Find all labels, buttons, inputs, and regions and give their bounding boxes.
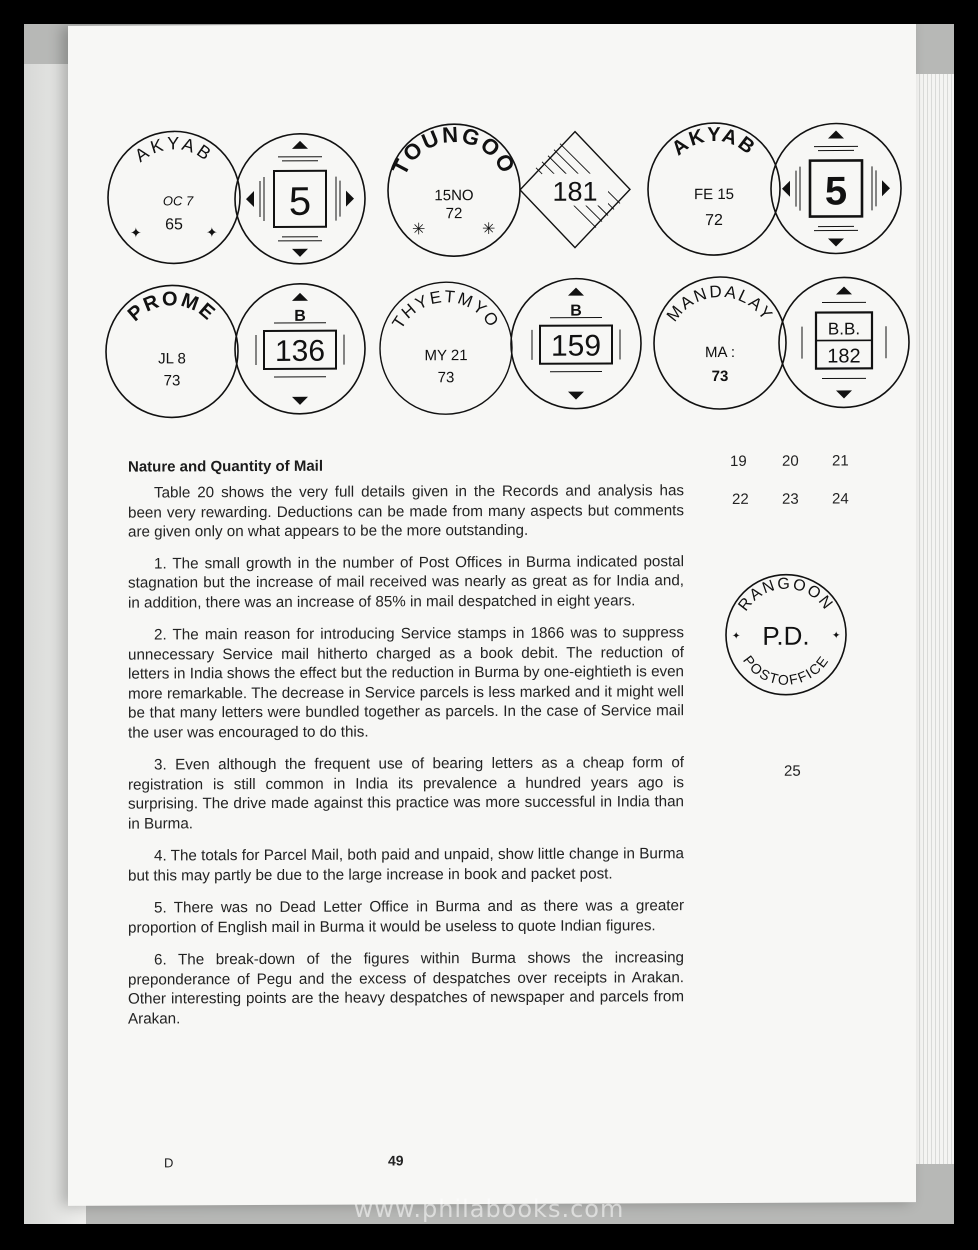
paragraph-intro: Table 20 shows the very full details given in the Records and analysis has been very rewarding. Deductions can be made from many aspects but comments are given only on what appears to be the more outstanding. — [128, 482, 684, 541]
stamp-date: MA : — [704, 343, 736, 362]
paragraph-2: 2. The main reason for introducing Service stamps in 1866 was to suppress unnecessary Service mail hitherto charged as a book debit. The reduction of letters in India shows the effect but the reduction in Burma by one-eightieth is even more remarkable. The decrease in Service parcels is less marked and it might well be that many letters were bundled together as parcels. In the case of Service mail the user was encouraged to do this. — [128, 624, 684, 742]
stamp-town: MANDALAY — [662, 281, 778, 326]
duplex-letter: B.B. — [827, 319, 861, 339]
stamp-thyetmyo-1873 — [376, 278, 516, 419]
paragraph-1: 1. The small growth in the number of Post Offices in Burma indicated postal stagnation but the increase of mail received was nearly as great as for India and, in addition, there was an increase of 85% in mail despatched in eight years. — [128, 552, 684, 612]
figure-number-25: 25 — [784, 762, 801, 780]
stamp-town: TOUNGOO — [386, 121, 522, 179]
book-photo — [24, 24, 954, 1224]
section-heading: Nature and Quantity of Mail — [128, 457, 324, 476]
stamp-akyab-1872 — [644, 119, 784, 260]
figure-number-19: 19 — [730, 452, 747, 470]
stamp-akyab-1865 — [104, 127, 244, 268]
duplex-number: 5 — [824, 169, 848, 214]
stamp-mandalay-1873 — [650, 273, 790, 414]
figure-number-22: 22 — [732, 490, 749, 508]
stamp-rangoon-pd — [722, 570, 850, 699]
stamp-duplex-5-b — [770, 118, 902, 259]
duplex-number: 182 — [827, 345, 861, 368]
paragraph-5: 5. There was no Dead Letter Office in Burma and as there was a greater proportion of English mail in Burma it would be useless to quote Indian figures. — [128, 897, 684, 937]
duplex-number: 159 — [550, 329, 602, 363]
stamp-year: 73 — [437, 369, 455, 387]
duplex-letter: B — [294, 307, 306, 325]
stamp-year: 72 — [445, 205, 463, 223]
figure-number-20: 20 — [782, 452, 799, 470]
paragraph-6: 6. The break-down of the figures within Burma shows the increasing preponderance of Pegu and the excess of despatches over receipts in Arakan. Other interesting points are the heavy despatches of newspaper and parcels from Arakan. — [128, 949, 684, 1028]
book-page — [68, 24, 916, 1206]
stamp-town: PROME — [123, 288, 221, 326]
watermark: www.philabooks.com — [353, 1195, 625, 1223]
stamp-duplex-5-a — [234, 129, 366, 270]
duplex-number: 5 — [288, 179, 312, 224]
ornament-left: ✦ — [130, 224, 142, 241]
stamp-diamond-181 — [516, 127, 634, 252]
stamp-duplex-b-159 — [510, 273, 642, 414]
ornament-left: ✳ — [412, 221, 426, 239]
stamp-town: AKYAB — [667, 124, 761, 161]
stamp-date: 15NO — [434, 187, 474, 205]
stamp-date: OC 7 — [162, 193, 194, 209]
stamp-town: AKYAB — [131, 133, 217, 166]
stamp-duplex-bb-182 — [778, 272, 910, 413]
figure-number-21: 21 — [832, 452, 849, 470]
stamp-date: FE 15 — [693, 185, 735, 204]
ornament-right: ✳ — [482, 220, 496, 239]
diamond-number: 181 — [552, 176, 598, 207]
stamp-town: THYETMYO — [388, 286, 504, 333]
body-text — [128, 481, 684, 1041]
duplex-letter: B — [570, 302, 582, 320]
paragraph-4: 4. The totals for Parcel Mail, both paid and unpaid, show little change in Burma but this may partly be due to the large increase in book and packet post. — [128, 845, 684, 885]
stamp-date: MY 21 — [424, 347, 468, 365]
stamp-town: RANGOON — [735, 575, 837, 615]
stamp-year: 72 — [705, 211, 723, 230]
stamp-year: 73 — [163, 372, 181, 390]
figure-number-24: 24 — [832, 490, 849, 508]
figure-number-23: 23 — [782, 490, 799, 508]
stamp-prome-1873 — [102, 281, 242, 422]
stamp-year: 73 — [711, 367, 729, 386]
stamp-date: JL 8 — [158, 350, 186, 368]
stamp-center-text: P.D. — [762, 620, 810, 651]
stamp-toungoo-1872 — [384, 120, 524, 261]
signature-mark: D — [164, 1155, 174, 1171]
stamp-year: 65 — [165, 216, 183, 234]
ornament-right: ✦ — [206, 224, 218, 241]
paragraph-3: 3. Even although the frequent use of bearing letters as a cheap form of registration is still common in India its prevalence a hundred years ago is surprising. The drive made against this practice was more successful in India than in Burma. — [128, 754, 684, 833]
star-right-icon: ✦ — [832, 630, 841, 642]
duplex-number: 136 — [274, 334, 326, 368]
stamp-bottom-text: POSTOFFICE — [740, 652, 832, 688]
page-number: 49 — [388, 1152, 404, 1169]
stamp-duplex-b-136 — [234, 279, 366, 420]
star-left-icon: ✦ — [732, 630, 741, 642]
